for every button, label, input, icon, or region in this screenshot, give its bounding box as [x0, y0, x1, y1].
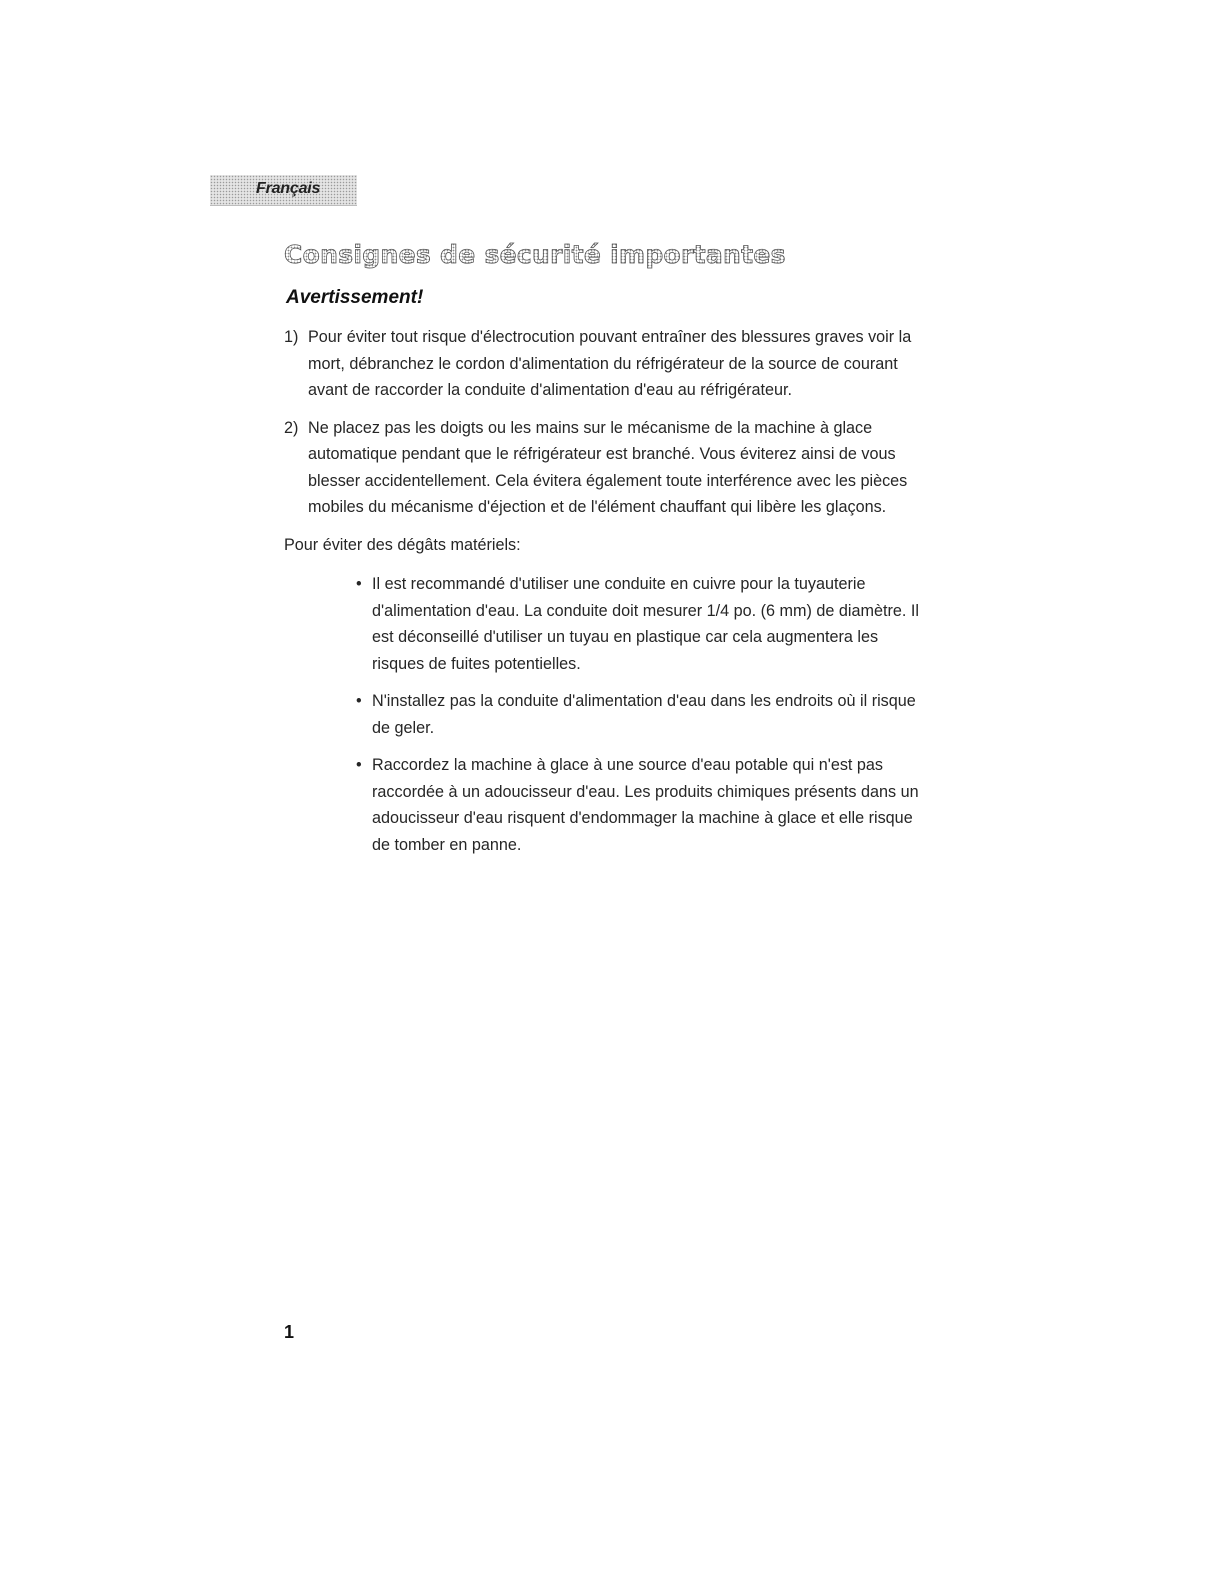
item-number: 2) — [284, 418, 299, 437]
language-tab — [210, 175, 357, 206]
numbered-item — [284, 415, 924, 521]
bullet-item — [356, 571, 924, 677]
bullet-text: Raccordez la machine à glace à une source d'eau potable qui n'est pas raccordée à un adoucisseur d'eau. Les produits chimiques présents dans un adoucisseur d'eau risquent d'endommager la machine à glace et elle risque de tomber en panne. — [372, 756, 919, 854]
warning-heading: Avertissement! — [286, 287, 424, 308]
page-number: 1 — [284, 1322, 295, 1342]
bullet-item — [356, 688, 924, 741]
bullet-dot: • — [356, 692, 362, 710]
numbered-item — [284, 324, 924, 404]
bullet-list — [284, 571, 924, 858]
bullet-dot: • — [356, 756, 362, 774]
bullet-dot: • — [356, 575, 362, 593]
item-number: 1) — [284, 328, 299, 346]
property-damage-intro: Pour éviter des dégâts matériels: — [284, 535, 521, 554]
page-title: Consignes de sécurité importantes — [284, 240, 786, 269]
bullet-item — [356, 752, 924, 858]
bullet-text: Il est recommandé d'utiliser une conduite en cuivre pour la tuyauterie d'alimentation d'eau. La conduite doit mesurer 1/4 po. (6 mm) de diamètre. Il est déconseillé d'utiliser un tuyau en plastique car cela augmentera les risques de fuites potentielles. — [372, 575, 919, 673]
item-text: Pour éviter tout risque d'électrocution pouvant entraîner des blessures graves voir la mort, débranchez le cordon d'alimentation du réfrigérateur de la source de courant avant de raccorder la conduite d'alimentation d'eau au réfrigérateur. — [308, 328, 912, 399]
language-tab-label: Français — [256, 180, 321, 197]
bullet-text: N'installez pas la conduite d'alimentation d'eau dans les endroits où il risque de geler. — [372, 692, 916, 737]
safety-content — [284, 324, 924, 869]
item-text: Ne placez pas les doigts ou les mains sur le mécanisme de la machine à glace automatique pendant que le réfrigérateur est branché. Vous éviterez ainsi de vous blesser accidentellement. Cela évitera également toute interférence avec les pièces mobiles du mécanisme d'éjection et de l'élément chauffant qui libère les glaçons. — [308, 418, 908, 516]
